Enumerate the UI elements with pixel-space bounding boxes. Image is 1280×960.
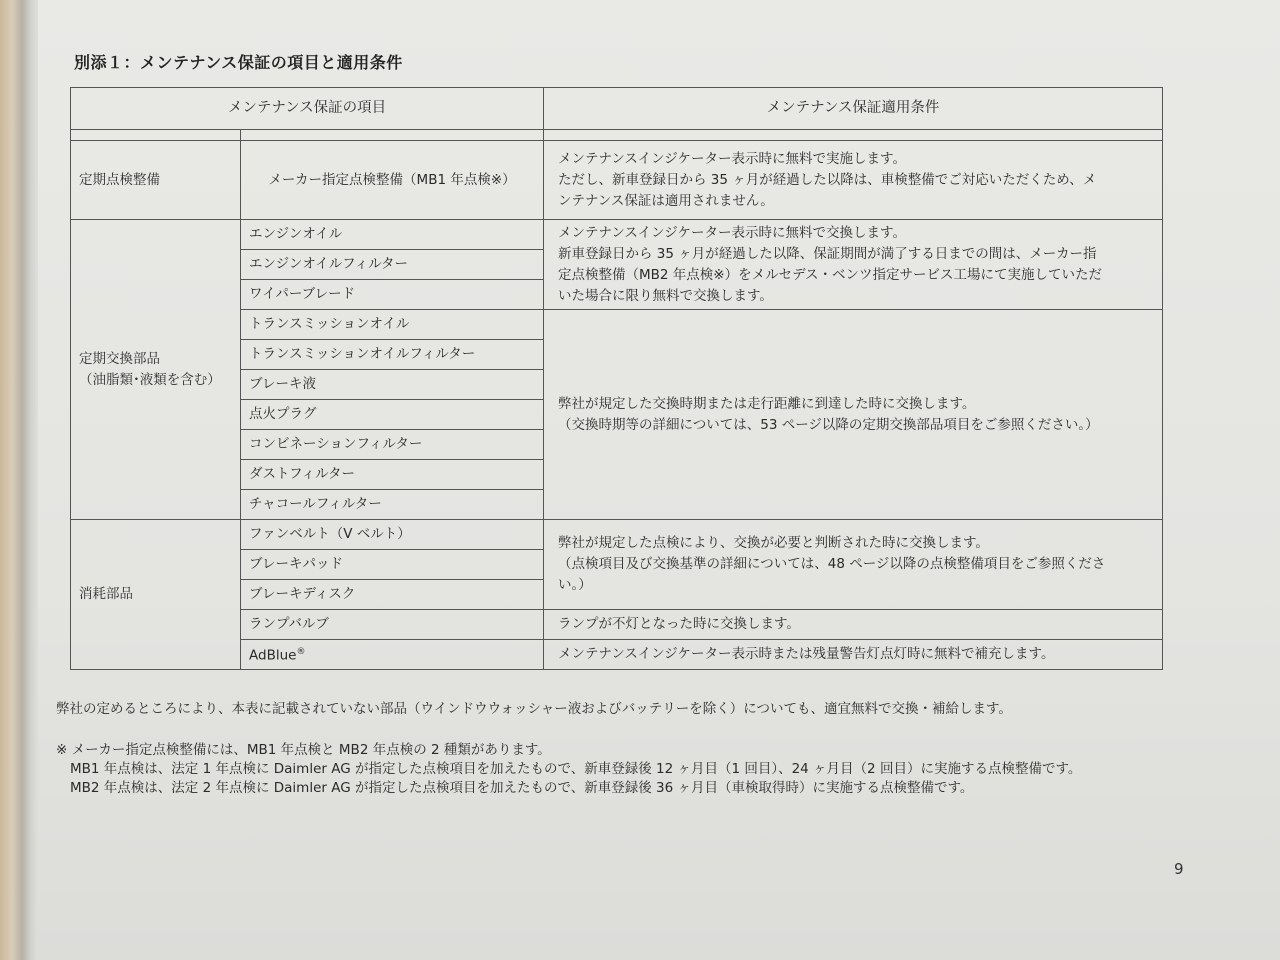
item-adblue [241, 640, 544, 670]
note-free-replacement: 弊社の定めるところにより、本表に記載されていない部品（ウインドウウォッシャー液およびバッテリーを除く）についても、適宜無料で交換・補給します。 [56, 701, 1012, 717]
condition-consumables [544, 520, 1163, 610]
page-number: 9 [1174, 860, 1184, 878]
table-row [71, 220, 1163, 250]
condition-line: メンテナンスインジケーター表示時に無料で実施します。 [558, 150, 906, 167]
condition-line: い。） [558, 577, 592, 593]
adblue-label: AdBlue [249, 647, 297, 664]
item-engine-oil: エンジンオイル [241, 220, 544, 250]
item-wiper-blade: ワイパーブレード [241, 280, 544, 310]
condition-lamp: ランプが不灯となった時に交換します。 [544, 610, 1163, 640]
condition-line: 弊社が規定した点検により、交換が必要と判断された時に交換します。 [558, 535, 989, 551]
condition-line: （交換時期等の詳細については、53 ページ以降の定期交換部品項目をご参照ください。） [558, 416, 1099, 433]
condition-line: ただし、新車登録日から 35 ヶ月が経過した以降は、車検整備でご対応いただくため、メ [558, 171, 1097, 188]
category-label: 定期交換部品 [79, 350, 160, 367]
item-charcoal-filter: チャコールフィルター [241, 490, 544, 520]
item-transmission-oil: トランスミッションオイル [241, 310, 544, 340]
table-row [71, 520, 1163, 550]
item-mb1-inspection: メーカー指定点検整備（MB1 年点検※） [241, 141, 544, 220]
adjacent-page-edge [0, 0, 40, 960]
item-transmission-oil-filter: トランスミッションオイルフィルター [241, 340, 544, 370]
condition-adblue: メンテナンスインジケーター表示時または残量警告灯点灯時に無料で補充します。 [544, 640, 1163, 670]
item-engine-oil-filter: エンジンオイルフィルター [241, 250, 544, 280]
item-dust-filter: ダストフィルター [241, 460, 544, 490]
category-periodic-replacement [71, 220, 241, 520]
item-brake-fluid: ブレーキ液 [241, 370, 544, 400]
table-header-row [71, 88, 1163, 130]
item-brake-pad: ブレーキパッド [241, 550, 544, 580]
item-lamp-bulb: ランプバルブ [241, 610, 544, 640]
condition-periodic-inspection [544, 141, 1163, 220]
condition-line: 弊社が規定した交換時期または走行距離に到達した時に交換します。 [558, 395, 976, 412]
header-item-column: メンテナンス保証の項目 [71, 88, 544, 130]
table-row [71, 141, 1163, 220]
page-title: 別添１：メンテナンス保証の項目と適用条件 [74, 53, 403, 72]
maintenance-warranty-table [70, 87, 1163, 670]
condition-line: いた場合に限り無料で交換します。 [558, 287, 773, 304]
item-fan-belt: ファンベルト（V ベルト） [241, 520, 544, 550]
note-mb2: MB2 年点検は、法定 2 年点検に Daimler AG が指定した点検項目を加えたもので、新車登録後 36 ヶ月目（車検取得時）に実施する点検整備です。 [70, 780, 974, 796]
condition-line: ンテナンス保証は適用されません。 [558, 192, 774, 209]
item-brake-disc: ブレーキディスク [241, 580, 544, 610]
category-sublabel: （油脂類･液類を含む） [79, 371, 221, 388]
spacer-row [71, 130, 1163, 141]
condition-line: メンテナンスインジケーター表示時に無料で交換します。 [558, 224, 906, 241]
condition-line: 新車登録日から 35 ヶ月が経過した以降、保証期間が満了する日までの間は、メーカー指 [558, 245, 1097, 262]
registered-mark: ® [296, 647, 306, 658]
item-spark-plug: 点火プラグ [241, 400, 544, 430]
header-condition-column: メンテナンス保証適用条件 [544, 88, 1163, 130]
condition-line: （点検項目及び交換基準の詳細については、48 ページ以降の点検整備項目をご参照くださ [558, 556, 1106, 572]
category-consumables: 消耗部品 [71, 520, 241, 670]
condition-oil-replacement [544, 220, 1163, 310]
category-periodic-inspection: 定期点検整備 [71, 141, 241, 220]
item-combination-filter: コンビネーションフィルター [241, 430, 544, 460]
condition-line: 定点検整備（MB2 年点検※）をメルセデス・ベンツ指定サービス工場にて実施していただ [558, 266, 1103, 283]
condition-periodic-replacement [544, 310, 1163, 520]
note-inspection-types: ※ メーカー指定点検整備には、MB1 年点検と MB2 年点検の 2 種類があります。 [56, 742, 551, 758]
note-mb1: MB1 年点検は、法定 1 年点検に Daimler AG が指定した点検項目を加えたもので、新車登録後 12 ヶ月目（1 回目）、24 ヶ月目（2 回目）に実施する点検整備です。 [70, 761, 1082, 777]
